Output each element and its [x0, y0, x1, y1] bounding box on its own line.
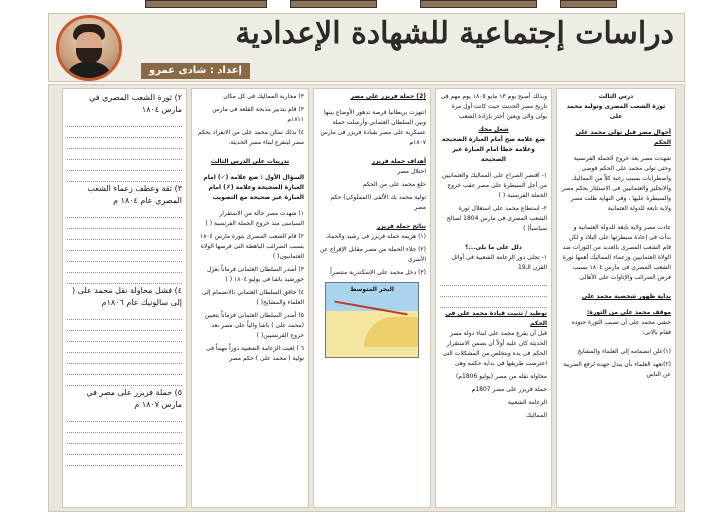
- section-heading: (2) حملة فريزر على مصر: [350, 93, 426, 100]
- exercise-item: ٣) ثقة وعطف زعماء الشعب المصري عام ١٨٠٤ م: [87, 184, 182, 205]
- top-strip-block: [560, 0, 617, 8]
- fraser-campaign-map: [325, 282, 419, 358]
- top-strip-block: [145, 0, 267, 8]
- section-heading: أهداف حملة فريزر: [371, 158, 426, 165]
- exercise-item: ٥) أصدر السلطان العثمانى فرماناً بتعيين (محمد على ) باشا والياً على مصر بعد خروج الفرنسيين( ): [204, 312, 304, 339]
- paragraph: خشى محمد على أن تصيب الثورة جنوده فقام بالاتى:: [571, 319, 671, 336]
- list-item: احتلال مصر: [397, 168, 426, 175]
- column-3: [313, 88, 431, 508]
- author-avatar: [56, 15, 122, 81]
- paragraph: ٣) محاربة المماليك فى كل مكان: [223, 93, 304, 100]
- list-item: (٢)تعهد العلماء بأن يبذل جهده لرفع الضريبة عن الناس: [563, 361, 671, 378]
- question-heading: موقف محمد على من الثورة:: [586, 309, 671, 316]
- section-heading: بداية ظهور شخصية محمد على: [581, 293, 671, 300]
- column-4: [191, 88, 309, 508]
- map-label: البحر المتوسط: [350, 286, 394, 293]
- exercise-item: ١) شهدت مصر حالة من الاستقرار السياسى منذ خروج الحملة الفرنسية ( ): [205, 210, 304, 227]
- section-heading: أحوال مصر قبل تولى محمد على الحكم: [575, 129, 671, 146]
- top-strip-block: [420, 0, 537, 8]
- exercise-item: ٢) قام الشعب المصرى بثورة مارس ١٨٠٤ بسبب الضرائب الباهظة التى فرضها الولاة العثمانيون( ): [199, 233, 304, 260]
- list-item: تولية محمد بك الألفى (المملوكى) حكم مصر: [330, 194, 426, 211]
- exercise-item: ٣) أصدر السلطان العثمانى فرماناً بعزل خورشيد باشا فى يوليو ١٨٠٤ ( ): [206, 266, 304, 283]
- lesson-title: درس الثالث: [598, 93, 634, 100]
- column-5: [62, 88, 187, 508]
- list-item: (١)علن انضمامه إلى العلماء والمشايخ: [577, 348, 671, 355]
- column-1: [556, 88, 676, 508]
- box-question: ضع علامة صح أمام العبارة الصحيحة وعلامة خطأ امام العبارة غير الصحيحة: [441, 136, 546, 163]
- column-2: [435, 88, 552, 508]
- exercise-item: ٢- استطاع محمد على استغلال ثورة الشعب المصرى فى مارس 1804 لصالح سياسيأ( ): [446, 205, 547, 232]
- list-item: (١) هزيمة حملة فريزر فى رشيد والحماد: [326, 233, 426, 240]
- section-heading: نتائج حملة فريزر: [376, 223, 426, 230]
- question-heading: دلل على ما يلى...؟: [465, 244, 522, 251]
- top-strip: [0, 0, 717, 8]
- top-strip-block: [290, 0, 377, 8]
- paragraph: ٤) بذلك تمكن محمد على من الانفراد بحكم مصر ليتفرغ لبناء مصر الحديثة.: [198, 129, 304, 146]
- list-item: خلع محمد على من الحكم: [362, 181, 426, 188]
- section-heading: تدريبات على الدرس الثالث: [210, 158, 290, 165]
- exercise-item: ٤) فشل محاولة نقل محمد على ( إلى سالونيك عام ١٨٠٦م: [72, 286, 182, 307]
- lesson-subtitle: ثورة الشعب المصرى وتولية محمد على: [566, 103, 666, 120]
- list-item: الزعامة الشعبية: [507, 399, 547, 406]
- box-title: شغل مخك: [478, 126, 509, 133]
- list-item: محاولة نقله من مصر (يوليو 1806م): [455, 373, 547, 380]
- section-heading: توطيد / تثبيت قيادة محمد على فى الحكم: [445, 310, 547, 327]
- author-label: إعداد : شادى عمرو: [141, 63, 250, 79]
- exercise-item: ١- تجلى دور الزعامة الشعبية فى أوائل القرن الـ19: [451, 254, 547, 271]
- paragraph: انتهزت بريطانيا فرصة تدهور الأوضاع بينها وبين السلطان العثماني وأرسلت حملة عسكرية على مصر بقيادة فريزر فى مارس ١٨٠٧م: [320, 109, 426, 146]
- list-item: حملة فريزر على مصر 1807م: [471, 386, 547, 393]
- paragraph: شهدت مصر بعد خروج الحملة الفرنسية وحتى تولى محمد على الحكم فوضى واضطرابات بسبب رغبة كلاً من المماليك والانجليز والعثمانيين فى الاستئثار بحكم مصر والسيطرة عليها ، وفى النهاية ظلت مصر ولاية تابعة للدولة العثمانية: [561, 155, 671, 212]
- paragraph: ٣) قام بتدبير مذبحة القلعة فى مارس ١٨١١م: [212, 106, 304, 123]
- list-item: (٣) دخل محمد على الإسكندرية منتصراً: [330, 269, 426, 276]
- page-title: دراسات إجتماعية للشهادة الإعدادية: [235, 16, 674, 51]
- list-item: المماليك: [526, 412, 547, 419]
- question-heading: السؤال الأول : ضع علامة (✓) امام العبارة الصحيحة وعلامة (✗) امام العبارة غير صحيحة مع التصويب: [203, 174, 304, 201]
- exercise-item: ٢) ثورة الشعب المصري في مارس ١٨٠٤: [89, 93, 182, 114]
- paragraph: قبل أن يفرغ محمد على لبناء دولة مصر الحديثة كان عليه أولاً أن يضمن الاستقرار الحكم فى يده ويتخلص من المشكلات التى اعترضت طريقها فى بداية حكمه وهى: [442, 330, 547, 367]
- exercise-item: ٤) حاقق السلطان العثماني بالانضمام إلى العلماء والمشايخ( ): [202, 289, 304, 306]
- paragraph: عادت مصر ولاية تابعة للدولة العثمانية و بدأت فى إعادة سيطرتها على البلاد و لكن قام الشعب المصرى بالعديد من الثورات ضد الولاة العثمانيين وزعماء المماليك أهمها ثورة الشعب المصرى فى مارس ١٨٠٤ بسبب فرض الضرائب والإتاوات على الأهالى: [562, 224, 671, 281]
- header-banner: [48, 13, 685, 82]
- exercise-item: ٦ ) لعبت الزعامة الشعبية دوراً مهماً فى تولية ( محمد على ) حكم مصر: [206, 345, 304, 362]
- exercise-item: ١- اقتصر الصراع على المماليك والعثمانيين من أجل السيطرة على مصر عقب خروج الحملة الفرنسية ( ): [442, 172, 547, 199]
- list-item: (٢) جلاء الحملة من مصر مقابل الإفراج عن الأسرى: [319, 246, 426, 263]
- paragraph: وبذلك أصبح يوم ١٣ مايو ١٨٠٥ يوم مهم فى تاريخ مصر الحديث حيث كانت أول مرة يولى والى ويعين أختر بإرادة الشعب: [440, 93, 547, 120]
- exercise-item: ٥) حملة فريزر على مصر في مارس ١٨٠٧ م: [86, 388, 182, 409]
